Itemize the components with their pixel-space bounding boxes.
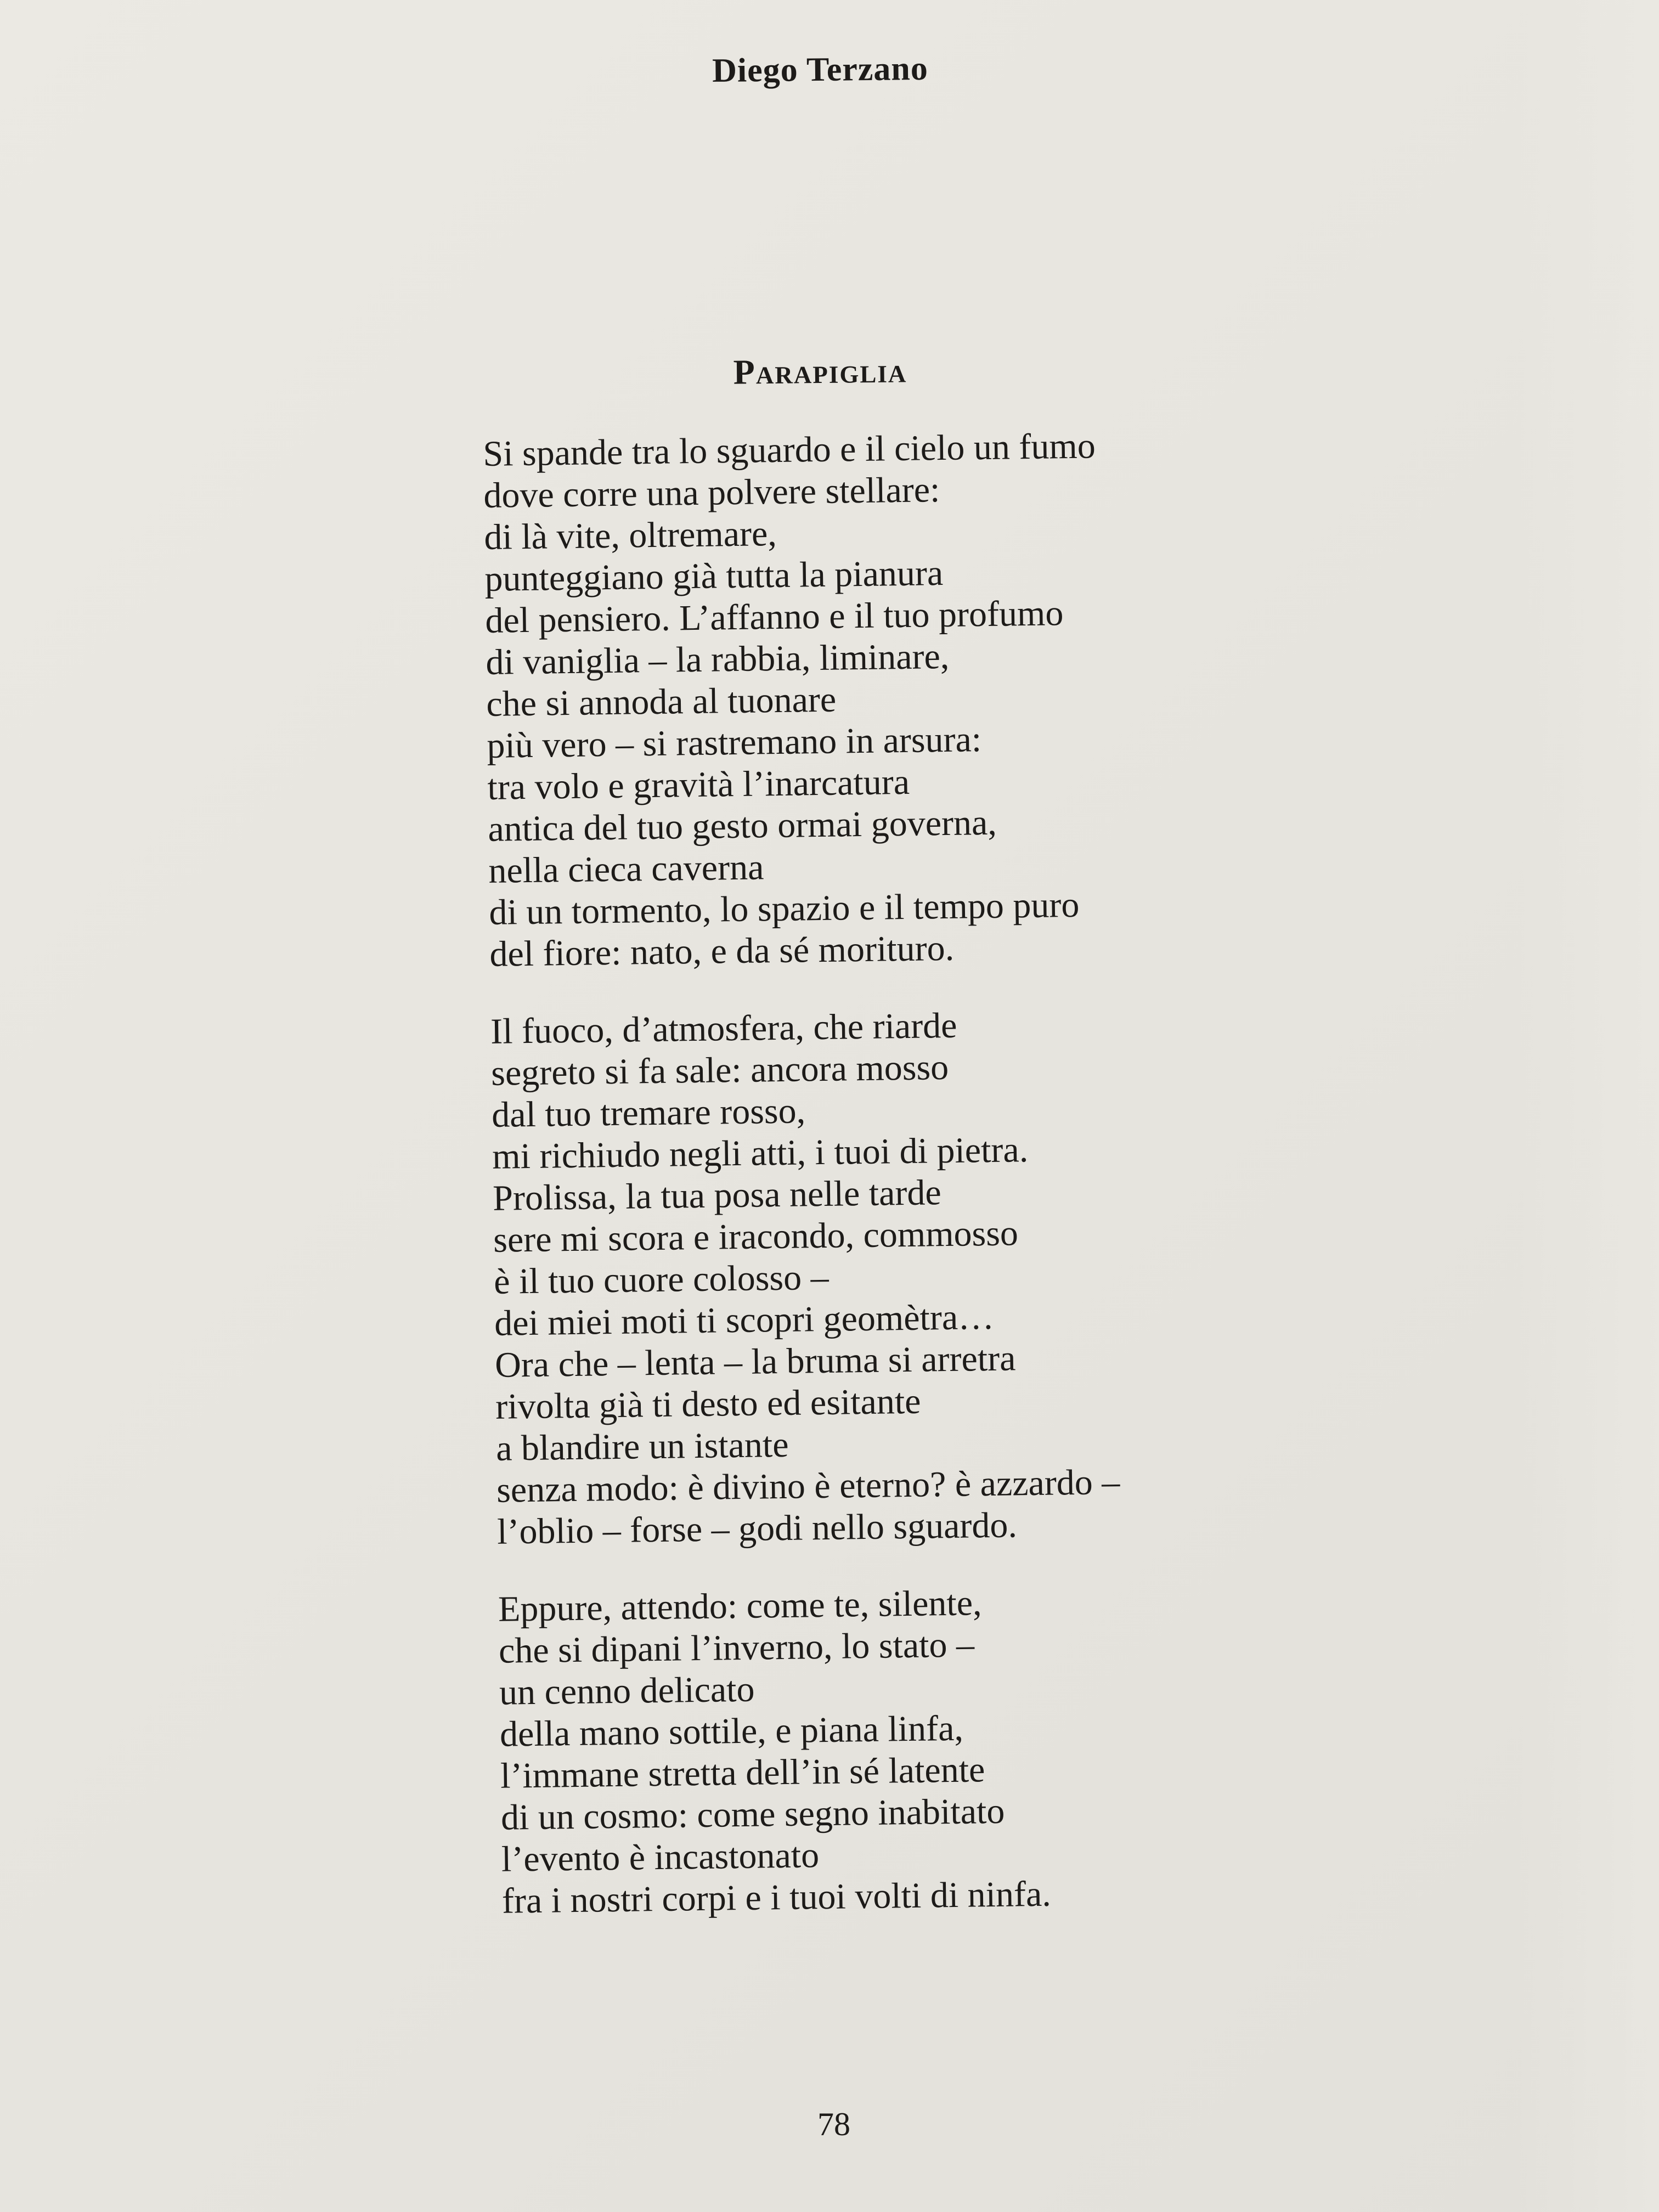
poem-line: Eppure, attendo: come te, silente, [498, 1583, 982, 1629]
poem-line: dei miei moti ti scopri geomètra… [494, 1296, 995, 1344]
stanza-3 [498, 1578, 1282, 1922]
poem-line: l’evento è incastonato [501, 1835, 820, 1880]
poem-line: dal tuo tremare rosso, [491, 1091, 806, 1135]
poem-line: sere mi scora e iracondo, commosso [493, 1213, 1019, 1260]
poem-line: del fiore: nato, e da sé morituro. [489, 928, 955, 974]
stanza-2 [490, 1001, 1277, 1553]
poem-line: fra i nostri corpi e i tuoi volti di ninfa. [501, 1874, 1052, 1921]
poem-line: Il fuoco, d’atmosfera, che riarde [490, 1005, 957, 1052]
poem-line: è il tuo cuore colosso – [493, 1257, 830, 1302]
page-shadow [1516, 0, 1659, 2212]
poem-line: mi richiudo negli atti, i tuoi di pietra. [492, 1130, 1029, 1177]
poem-line: l’oblio – forse – godi nello sguardo. [496, 1505, 1018, 1552]
poem-line: che si annoda al tuonare [486, 679, 837, 724]
poem-line: tra volo e gravità l’inarcatura [487, 761, 910, 808]
poem-title: Parapiglia [733, 351, 907, 392]
poem-line: antica del tuo gesto ormai governa, [487, 802, 997, 849]
poem-line: a blandire un istante [495, 1424, 789, 1469]
poem-line: rivolta già ti desto ed esitante [495, 1381, 921, 1427]
page-number: 78 [817, 2106, 850, 2142]
poem-line: di un cosmo: come segno inabitato [500, 1791, 1005, 1838]
poem-line: Si spande tra lo sguardo e il cielo un fumo [483, 426, 1096, 474]
poem-line: punteggiano già tutta la pianura [484, 553, 944, 599]
poem-line: senza modo: è divino è eterno? è azzardo – [496, 1462, 1120, 1510]
poem-line: nella cieca caverna [488, 847, 764, 891]
poem-line: dove corre una polvere stellare: [483, 470, 940, 516]
poem-line: che si dipani l’inverno, lo stato – [498, 1624, 975, 1671]
poem-line: di un tormento, lo spazio e il tempo puro [488, 884, 1080, 933]
poem-line: di là vite, oltremare, [484, 514, 777, 557]
stanza-1 [483, 423, 1269, 975]
poem-line: segreto si fa sale: ancora mosso [490, 1047, 949, 1093]
poem-line: l’immane stretta dell’in sé latente [500, 1750, 985, 1796]
poem-line: di vaniglia – la rabbia, liminare, [485, 636, 950, 682]
author-name: Diego Terzano [712, 49, 929, 90]
poem-line: Ora che – lenta – la bruma si arretra [494, 1338, 1016, 1385]
poem-line: della mano sottile, e piana linfa, [499, 1708, 964, 1754]
poem-line: un cenno delicato [499, 1669, 755, 1713]
poem-line: Prolissa, la tua posa nelle tarde [492, 1172, 942, 1218]
poem-body [483, 423, 1282, 1957]
poem-line: più vero – si rastremano in arsura: [486, 719, 982, 766]
poem-line: del pensiero. L’affanno e il tuo profumo [484, 593, 1064, 641]
